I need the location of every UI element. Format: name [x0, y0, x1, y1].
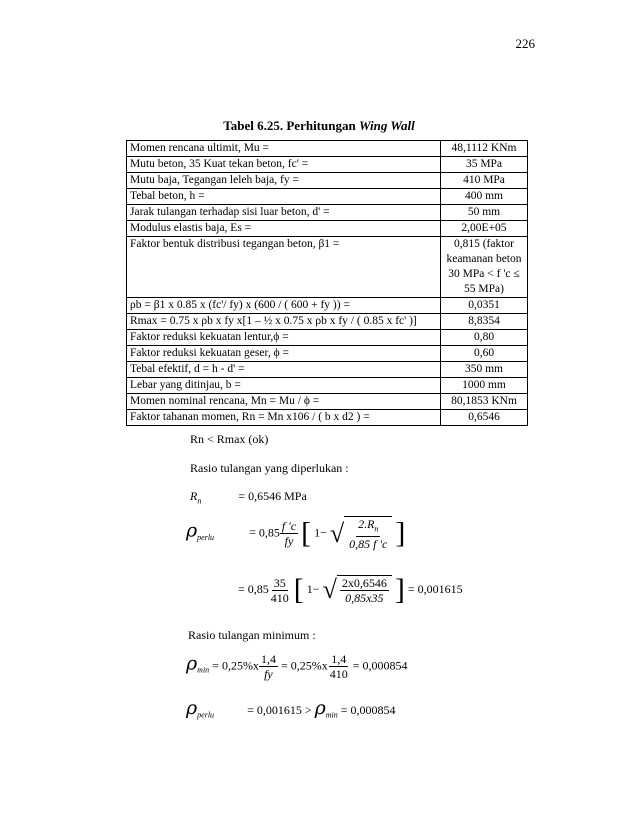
bracket-left: [	[301, 516, 312, 550]
bracket-right: ]	[394, 573, 405, 606]
calculation-table	[126, 140, 528, 426]
param-value: 350 mm	[441, 362, 528, 378]
eq-sign: =	[249, 525, 256, 540]
table-row	[127, 141, 528, 157]
table-row	[127, 330, 528, 346]
fraction-fc-fy: $\frac{f 'c}{fy}$	[281, 519, 297, 549]
table-row	[127, 410, 528, 426]
page-number: 226	[515, 36, 535, 51]
result: = 0,001615	[407, 581, 463, 596]
table-row	[127, 189, 528, 205]
sqrt: √ $\frac{2x0,6546}{0,85x35}$	[323, 575, 392, 605]
table-caption	[0, 118, 638, 134]
param-value: 35 MPa	[441, 157, 528, 173]
caption-text: Tabel 6.25. Perhitungan	[223, 118, 359, 133]
one-minus: 1−	[306, 581, 320, 596]
param-label: Faktor bentuk distribusi tegangan beton, β1 =	[127, 237, 441, 298]
param-value: 50 mm	[441, 205, 528, 221]
param-value: 1000 mm	[441, 378, 528, 394]
param-label: Tebal beton, h =	[127, 189, 441, 205]
one-minus: 1−	[314, 525, 327, 540]
rn-sub: n	[197, 496, 202, 506]
eq-coef: = 0,85	[238, 581, 269, 596]
fraction-1-4-fy: $\frac{1,4}{fy}$	[260, 652, 276, 681]
table-row	[127, 314, 528, 330]
param-value: 2,00E+05	[441, 221, 528, 237]
param-label: Tebal efektif, d = h - d' =	[127, 362, 441, 378]
rasio-perlu-label: Rasio tulangan yang diperlukan :	[190, 461, 349, 475]
rn-line	[190, 489, 307, 505]
conclusion	[186, 697, 396, 719]
rho-min-sub: min	[325, 710, 338, 720]
param-label: Rmax = 0.75 x ρb x fy x[1 – ½ x 0.75 x ρb x fy / ( 0.85 x fc' )]	[127, 314, 441, 330]
eq-part: = 0,25%x	[212, 658, 259, 673]
param-label: Faktor reduksi kekuatan lentur,ϕ =	[127, 330, 441, 346]
conclusion-text: = 0,001615 >	[247, 703, 312, 717]
rho-sub: min	[197, 665, 210, 675]
caption-italic: Wing Wall	[358, 118, 415, 133]
rho-symbol: ρ	[186, 652, 198, 675]
formula-rho-perlu	[186, 516, 405, 551]
param-label: Mutu baja, Tegangan leleh baja, fy =	[127, 173, 441, 189]
table-row	[127, 157, 528, 173]
rho-sub: perlu	[197, 710, 215, 720]
param-value: 410 MPa	[441, 173, 528, 189]
table-row	[127, 221, 528, 237]
param-label: Modulus elastis baja, Es =	[127, 221, 441, 237]
table-row	[127, 298, 528, 314]
param-value: 48,1112 KNm	[441, 141, 528, 157]
table-row	[127, 362, 528, 378]
rn-value: = 0,6546 MPa	[238, 489, 307, 503]
param-value: 0,6546	[441, 410, 528, 426]
rho-symbol: ρ	[186, 519, 198, 542]
param-label: Faktor tahanan momen, Rn = Mn x106 / ( b x d2 ) =	[127, 410, 441, 426]
fraction-1-4-410: $\frac{1,4}{410}$	[329, 652, 348, 681]
rasio-min-label: Rasio tulangan minimum :	[188, 628, 316, 642]
rn-symbol: R	[190, 489, 198, 503]
table-row	[127, 173, 528, 189]
param-label: Jarak tulangan terhadap sisi luar beton, d' =	[127, 205, 441, 221]
param-label: Momen rencana ultimit, Mu =	[127, 141, 441, 157]
param-value: 0,815 (faktor keamanan beton 30 MPa < f 'c ≤ 55 MPa)	[441, 237, 528, 298]
sqrt: √ $\frac{2.R_n}{0,85 f 'c}$	[330, 516, 393, 551]
param-label: Lebar yang ditinjau, b =	[127, 378, 441, 394]
rho-sub: perlu	[197, 532, 215, 542]
param-value: 80,1853 KNm	[441, 394, 528, 410]
formula-numeric	[238, 575, 463, 605]
fraction-35-410: $\frac{35}{410}$	[270, 575, 289, 605]
check-text: Rn < Rmax (ok)	[190, 432, 269, 446]
rho-min-symbol: ρ	[314, 697, 326, 719]
param-label: Mutu beton, 35 Kuat tekan beton, fc' =	[127, 157, 441, 173]
param-label: Momen nominal rencana, Mn = Mu / ϕ =	[127, 394, 441, 410]
param-label: Faktor reduksi kekuatan geser, ϕ =	[127, 346, 441, 362]
eq-part-2: = 0,25%x	[280, 658, 328, 673]
param-value: 0,0351	[441, 298, 528, 314]
bracket-left: [	[293, 573, 304, 606]
result: = 0,000854	[352, 658, 408, 673]
param-value: 8,8354	[441, 314, 528, 330]
table-row	[127, 378, 528, 394]
table-row	[127, 237, 528, 298]
formula-rho-min	[186, 652, 407, 681]
param-value: 0,60	[441, 346, 528, 362]
coef: 0,85	[258, 525, 280, 540]
param-label: ρb = β1 x 0.85 x (fc'/ fy) x (600 / ( 600 + fy )) =	[127, 298, 441, 314]
param-value: 400 mm	[441, 189, 528, 205]
table-row	[127, 346, 528, 362]
rho-symbol: ρ	[186, 697, 198, 719]
bracket-right: ]	[395, 516, 406, 550]
table-row	[127, 394, 528, 410]
conclusion-text-2: = 0,000854	[340, 703, 396, 717]
param-value: 0,80	[441, 330, 528, 346]
table-row	[127, 205, 528, 221]
